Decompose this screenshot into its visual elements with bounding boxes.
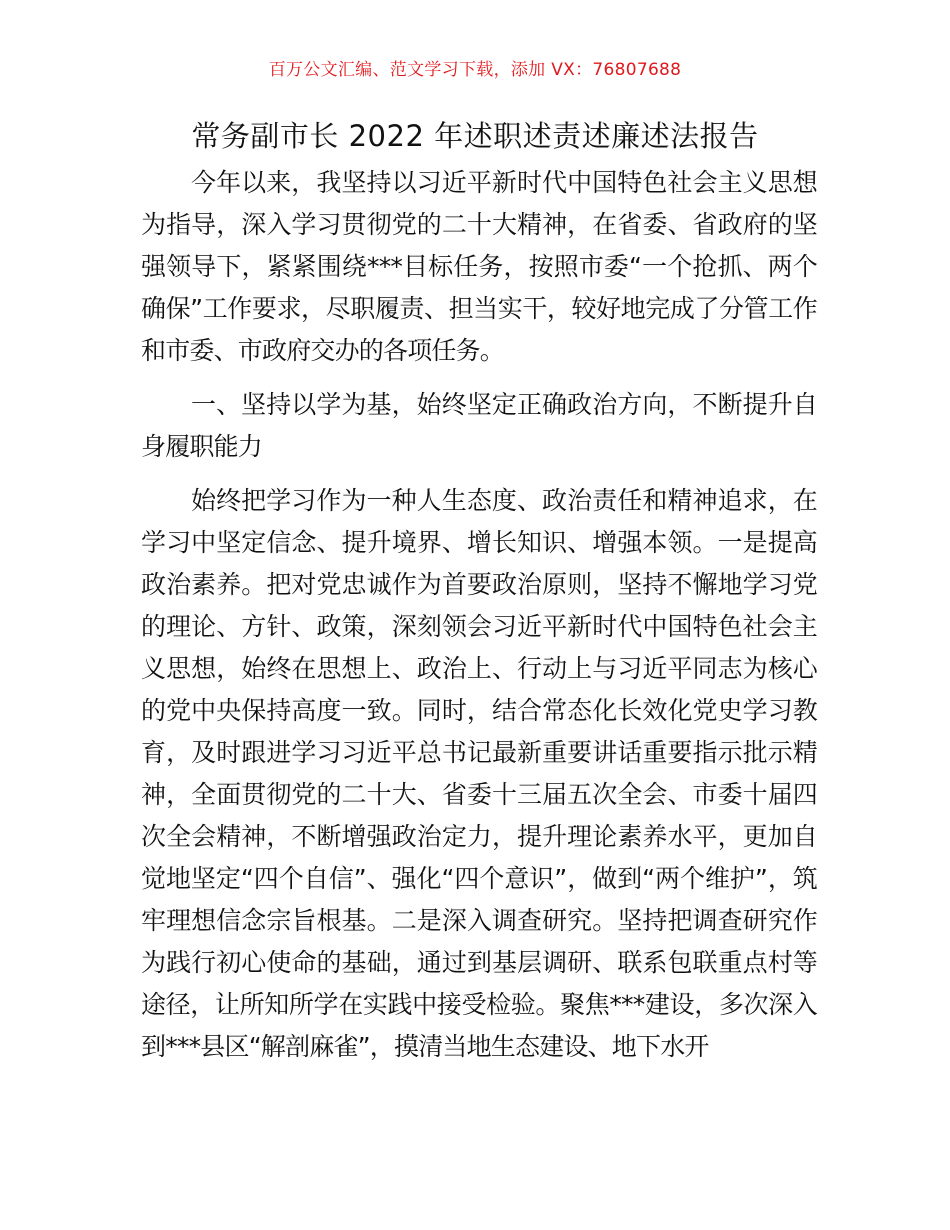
watermark-banner: 百万公文汇编、范文学习下载，添加 VX：76807688 <box>268 60 682 80</box>
document-title: 常务副市长 2022 年述职述责述廉述法报告 <box>191 119 759 153</box>
section-heading: 一、坚持以学为基，始终坚定正确政治方向，不断提升自身履职能力 <box>141 390 817 461</box>
body-paragraph: 始终把学习作为一种人生态度、政治责任和精神追求，在学习中坚定信念、提升境界、增长知识、增强本领。一是提高政治素养。把对党忠诚作为首要政治原则，坚持不懈地学习党的理论、方针、政策，深刻领会习近平新时代中国特色社会主义思想，始终在思想上、政治上、行动上与习近平同志为核心的党中央保持高度一致。同时，结合常态化长效化党史学习教育，及时跟进学习习近平总书记最新重要讲话重要指示批示精神，全面贯彻党的二十大、省委十三届五次全会、市委十届四次全会精神，不断增强政治定力，提升理论素养水平，更加自觉地坚定“四个自信”、强化“四个意识”，做到“两个维护”，筑牢理想信念宗旨根基。二是深入调查研究。坚持把调查研究作为践行初心使命的基础，通过到基层调研、联系包联重点村等途径，让所知所学在实践中接受检验。聚焦***建设，多次深入到***县区“解剖麻雀”，摸清当地生态建设、地下水开 <box>141 486 817 1061</box>
document-body <box>141 162 817 1068</box>
intro-paragraph: 今年以来，我坚持以习近平新时代中国特色社会主义思想为指导，深入学习贯彻党的二十大精神，在省委、省政府的坚强领导下，紧紧围绕***目标任务，按照市委“一个抢抓、两个确保”工作要求，尽职履责、担当实干，较好地完成了分管工作和市委、市政府交办的各项任务。 <box>141 168 817 365</box>
